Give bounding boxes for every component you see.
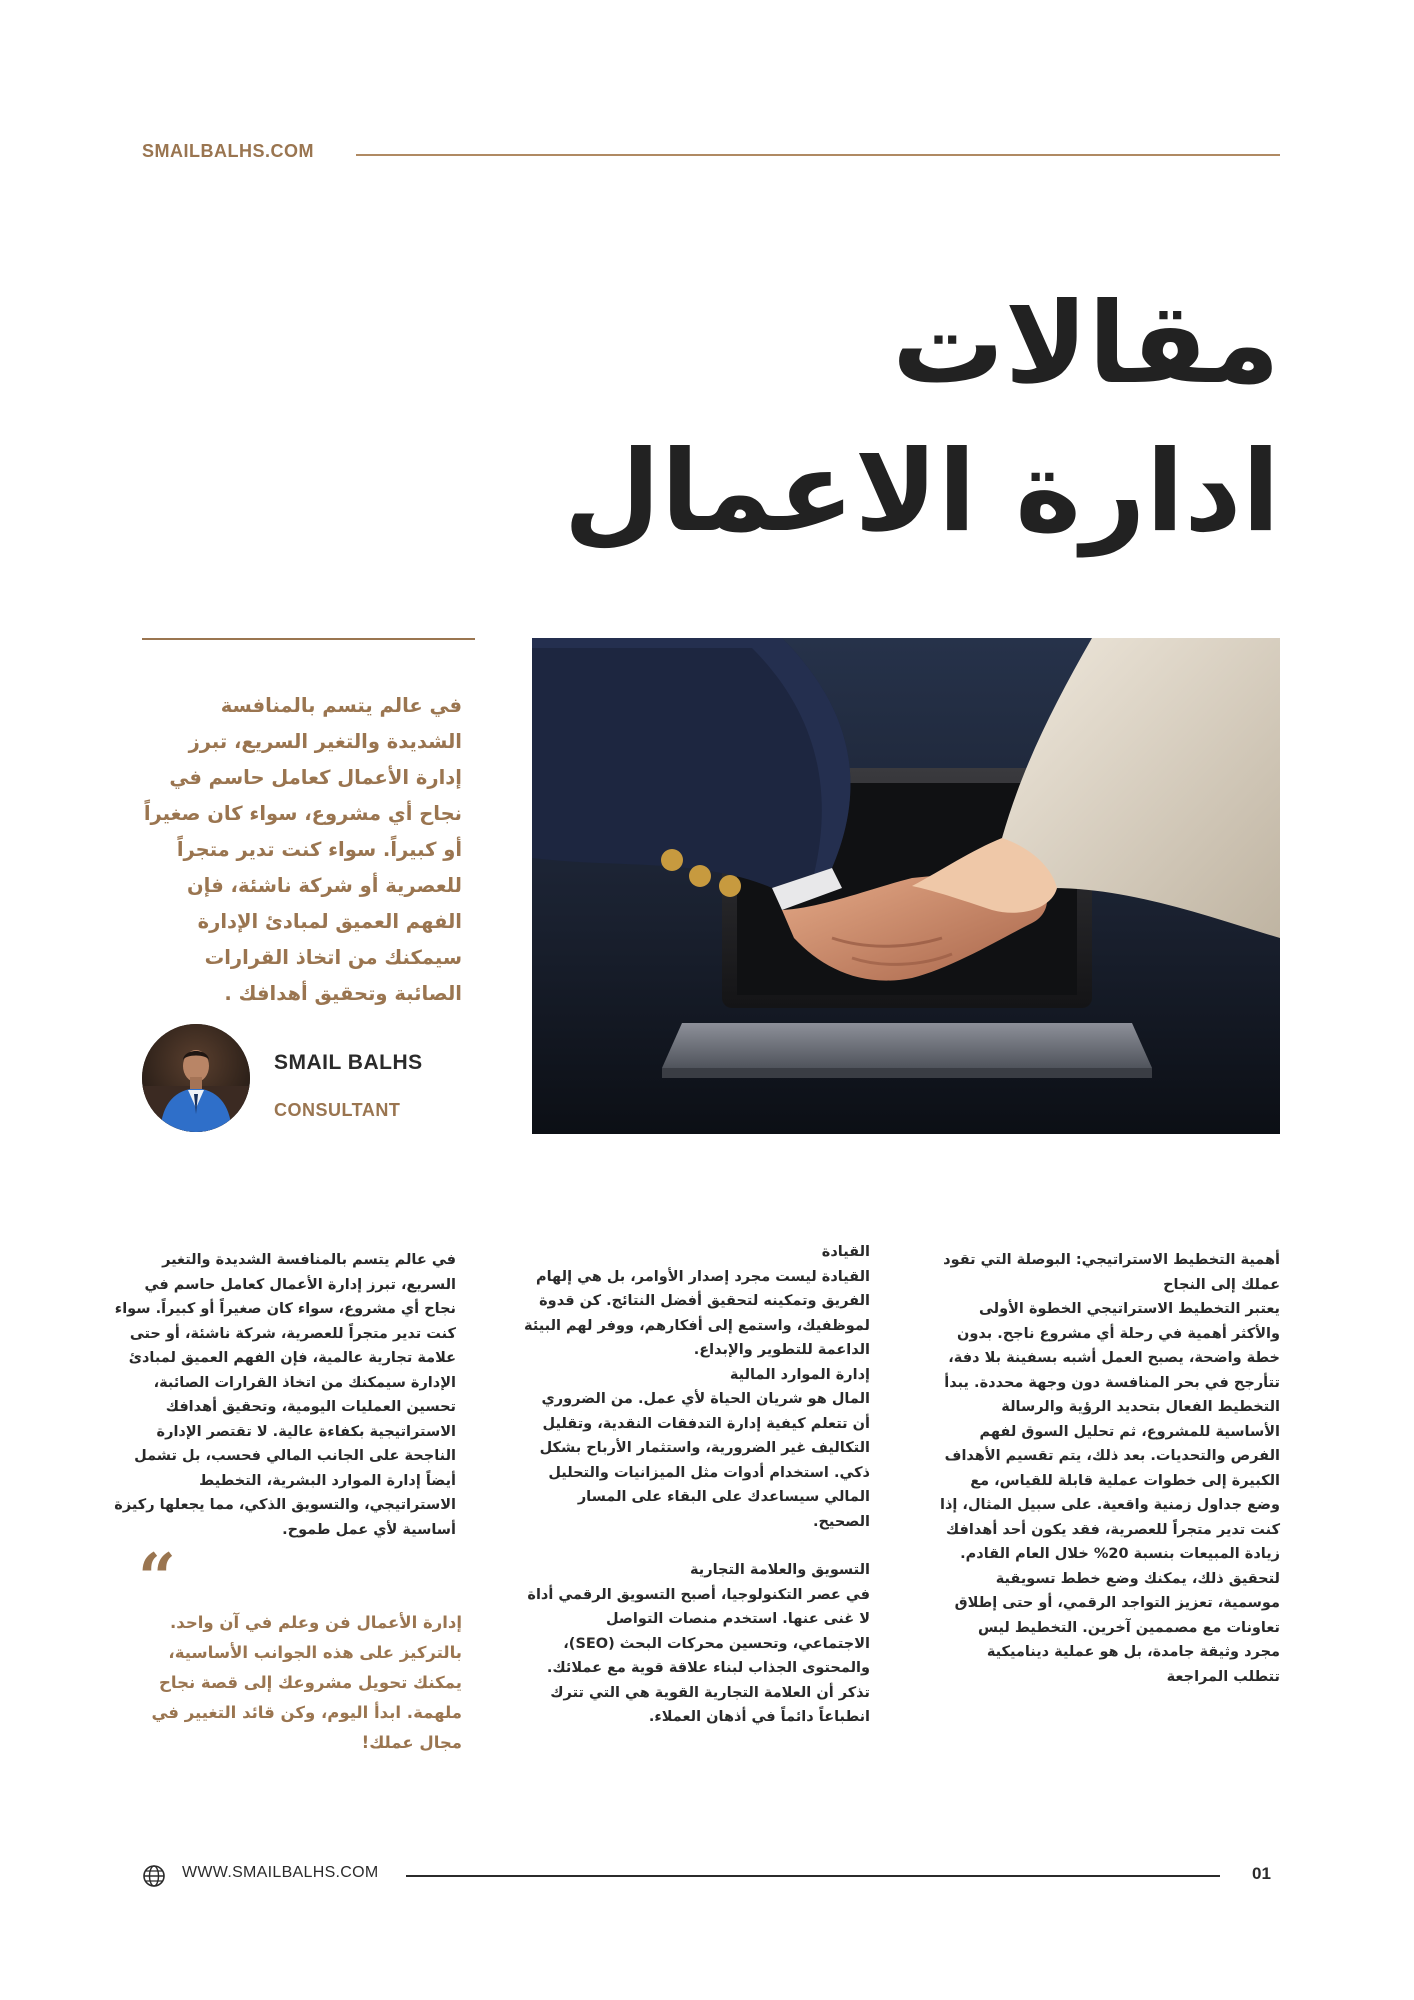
- article-column-right: [938, 1248, 1280, 1689]
- intro-divider: [142, 638, 475, 640]
- page-number: 01: [1252, 1864, 1271, 1883]
- article-column-left: [110, 1248, 456, 1542]
- section-heading-leadership: القيادة: [821, 1244, 870, 1260]
- author-photo: [142, 1024, 250, 1132]
- section-heading-finance: إدارة الموارد المالية: [729, 1366, 870, 1383]
- column-paragraph: يعتبر التخطيط الاستراتيجي الخطوة الأولى والأكثر أهمية في رحلة أي مشروع ناجح. بدون خطة واضحة، يصبح العمل أشبه بسفينة بلا دفة، تتأرجح في بحر المنافسة دون وجهة محددة. يبدأ التخطيط الفعال بتحديد الرؤية والرسالة الأساسية للمشروع، ثم تحليل السوق لفهم الفرص والتحديات. بعد ذلك، يتم تقسيم الأهداف الكبيرة إلى خطوات عملية قابلة للقياس، مع وضع جداول زمنية واقعية. على سبيل المثال، إذا كنت تدير متجراً للعصرية، فقد يكون أحد أهدافك زيادة المبيعات بنسبة 20% خلال العام القادم. لتحقيق ذلك، يمكنك وضع خطط تسويقية موسمية، تعزيز التواجد الرقمي، أو حتى إطلاق تعاونات مع مصممين آخرين. التخطيط ليس مجرد وثيقة جامدة، بل هو عملية ديناميكية تتطلب المراجعة: [940, 1301, 1280, 1685]
- title-line-1: مقالات: [892, 279, 1280, 409]
- intro-text: في عالم يتسم بالمنافسة الشديدة والتغير السريع، تبرز إدارة الأعمال كعامل حاسم في نجاح أي مشروع، سواء كان صغيراً أو كبيراً. سواء كنت تدير متجراً للعصرية أو شركة ناشئة، فإن الفهم العميق لمبادئ الإدارة سيمكنك من اتخاذ القرارات الصائبة وتحقيق أهدافك .: [143, 694, 462, 1005]
- author-avatar: [142, 1024, 250, 1132]
- section-text-finance: المال هو شريان الحياة لأي عمل. من الضروري أن تتعلم كيفية إدارة التدفقات النقدية، وتقليل التكاليف غير الضرورية، واستثمار الأرباح بشكل ذكي. استخدام أدوات مثل الميزانيات والتحليل المالي سيساعدك على البقاء على المسار الصحيح.: [539, 1391, 870, 1530]
- author-name: SMAIL BALHS: [274, 1051, 423, 1074]
- column-heading: أهمية التخطيط الاستراتيجي: البوصلة التي تقود عملك إلى النجاح: [943, 1252, 1280, 1293]
- section-text-marketing: في عصر التكنولوجيا، أصبح التسويق الرقمي أداة لا غنى عنها. استخدم منصات التواصل الاجتماعي، وتحسين محركات البحث (SEO)، والمحتوى الجذاب لبناء علاقة قوية مع عملائك. تذكر أن العلامة التجارية القوية هي التي تترك انطباعاً دائماً في أذهان العملاء.: [527, 1586, 870, 1725]
- article-column-middle: [524, 1240, 870, 1730]
- title-line-2: ادارة الاعمال: [563, 427, 1280, 557]
- pull-quote: إدارة الأعمال فن وعلم في آن واحد. بالتركيز على هذه الجوانب الأساسية، يمكنك تحويل مشروعك إلى قصة نجاح ملهمة. ابدأ اليوم، وكن قائد التغيير في مجال عملك!: [151, 1613, 462, 1752]
- section-heading-marketing: التسويق والعلامة التجارية: [690, 1562, 870, 1578]
- header-divider: [356, 154, 1280, 156]
- column-paragraph: في عالم يتسم بالمنافسة الشديدة والتغير السريع، تبرز إدارة الأعمال كعامل حاسم في نجاح أي مشروع، سواء كان صغيراً أو كبيراً. سواء كنت تدير متجراً للعصرية، شركة ناشئة، أو حتى علامة تجارية عالمية، فإن الفهم العميق لمبادئ الإدارة سيمكنك من اتخاذ القرارات الصائبة، تحسين العمليات اليومية، وتحقيق أهدافك الاستراتيجية بكفاءة عالية. لا تقتصر الإدارة الناجحة على الجانب المالي فحسب، بل تشمل أيضاً إدارة الموارد البشرية، التخطيط الاستراتيجي، والتسويق الذكي، مما يجعلها ركيزة أساسية لأي عمل طموح.: [114, 1252, 456, 1538]
- hero-image: [532, 638, 1280, 1134]
- globe-icon: [142, 1864, 166, 1888]
- footer-divider: [406, 1875, 1220, 1877]
- quote-mark-icon: “: [138, 1539, 176, 1617]
- site-brand: SMAILBALHS.COM: [142, 141, 314, 161]
- section-text-leadership: القيادة ليست مجرد إصدار الأوامر، بل هي إلهام الفريق وتمكينه لتحقيق أفضل النتائج. كن قدوة لموظفيك، واستمع إلى أفكارهم، ووفر لهم البيئة الداعمة للتطوير والإبداع.: [524, 1268, 870, 1358]
- footer-url-link[interactable]: WWW.SMAILBALHS.COM: [182, 1864, 379, 1881]
- page-title: [480, 270, 1280, 566]
- author-role: CONSULTANT: [274, 1100, 401, 1120]
- handshake-photo: [532, 638, 1280, 1134]
